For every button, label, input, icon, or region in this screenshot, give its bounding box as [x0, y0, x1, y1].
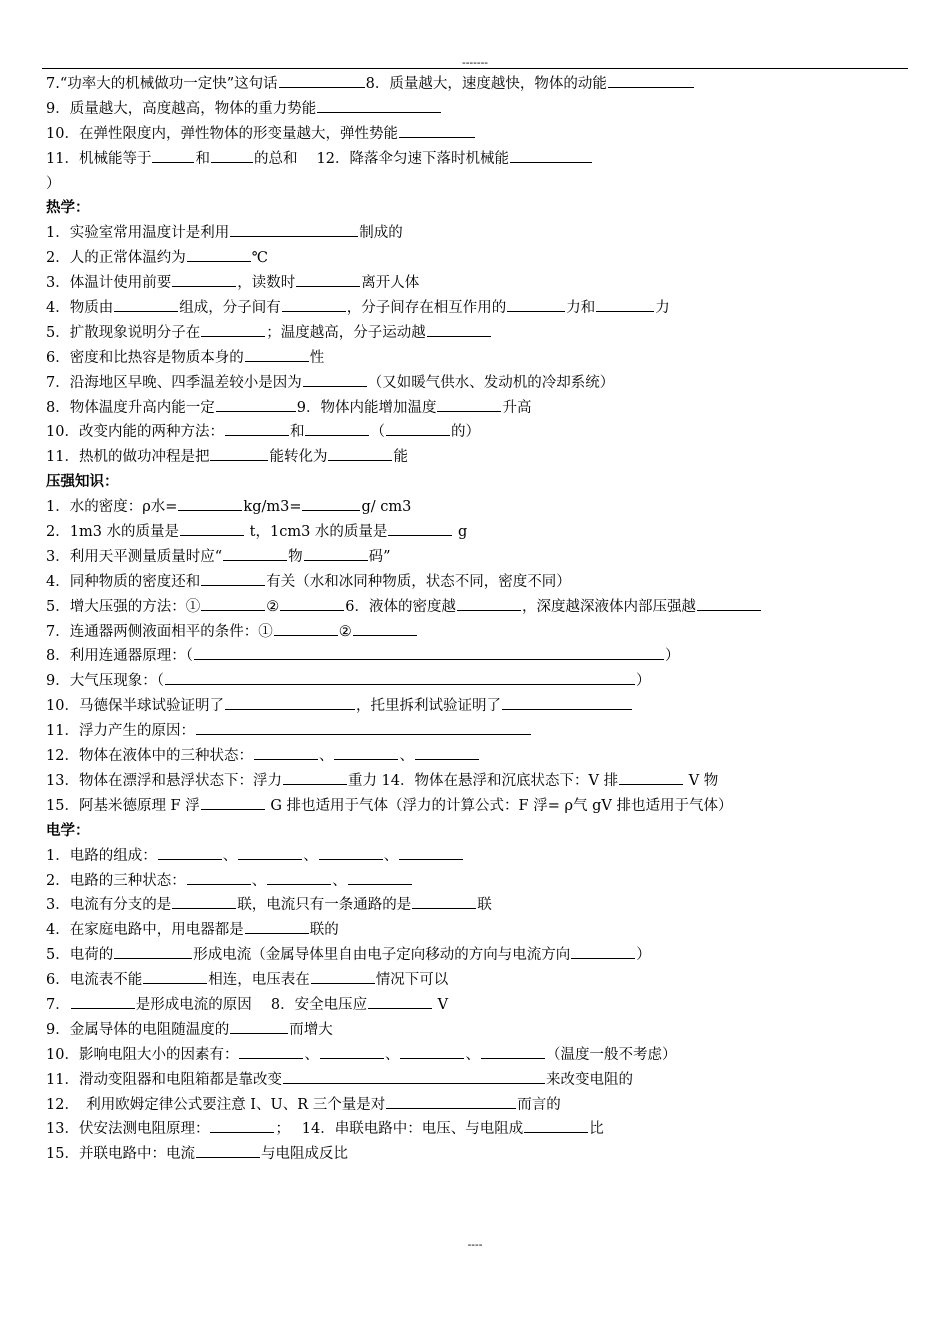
answer-blank	[178, 496, 242, 511]
line-text: 9．物体内能增加温度	[296, 399, 437, 416]
line-text: ）	[46, 175, 61, 192]
answer-blank	[254, 745, 318, 760]
line-text: 能	[393, 449, 408, 466]
question-line	[46, 321, 916, 346]
answer-blank	[386, 1094, 516, 1109]
line-text: 11．机械能等于	[46, 150, 152, 167]
answer-blank	[239, 1044, 303, 1059]
answer-blank	[143, 969, 207, 984]
line-text: 升高	[502, 399, 532, 416]
question-line	[46, 595, 916, 620]
answer-blank	[510, 148, 592, 163]
answer-blank	[201, 795, 265, 810]
line-text: ，分子间存在相互作用的	[346, 300, 507, 317]
line-text: 压强知识：	[46, 474, 119, 491]
line-text: 2．人的正常体温约为	[46, 250, 186, 267]
section-heading	[46, 819, 916, 844]
answer-blank	[180, 521, 244, 536]
question-line	[46, 744, 916, 769]
answer-blank	[225, 695, 355, 710]
page-header-mark: -------	[461, 56, 489, 69]
answer-blank	[368, 994, 432, 1009]
line-text: 7．	[46, 996, 70, 1013]
line-text: 9．金属导体的电阻随温度的	[46, 1021, 230, 1038]
line-text: 联，电流只有一条通路的是	[237, 897, 412, 914]
answer-blank	[427, 322, 491, 337]
line-text: 7.“功率大的机械做功一定快”这句话	[46, 76, 278, 92]
line-text: 、	[465, 1046, 480, 1063]
answer-blank	[457, 596, 521, 611]
question-line	[46, 844, 916, 869]
line-text: 联的	[309, 922, 339, 939]
answer-blank	[225, 421, 289, 436]
line-text: （	[370, 424, 385, 441]
line-text: V	[433, 996, 449, 1013]
line-text: 1．电路的组成：	[46, 847, 157, 864]
answer-blank	[415, 745, 479, 760]
question-line	[46, 221, 916, 246]
line-text: 、	[251, 872, 267, 889]
line-text: 的总和 12．降落伞匀速下落时机械能	[253, 150, 510, 167]
answer-blank	[304, 546, 368, 561]
line-text: 2．1m3 水的质量是	[46, 524, 180, 541]
line-text: 5．扩散现象说明分子在	[46, 324, 201, 341]
question-line	[46, 396, 916, 421]
answer-blank	[317, 98, 441, 113]
answer-blank	[187, 870, 251, 885]
answer-blank	[400, 1044, 464, 1059]
line-text: 9．质量越大，高度越高，物体的重力势能	[46, 100, 317, 117]
line-text: 情况下可以	[375, 972, 449, 989]
line-text: ）	[664, 648, 680, 665]
question-line	[46, 719, 916, 744]
line-text: 来改变电阻的	[545, 1071, 633, 1088]
answer-blank	[267, 870, 331, 885]
answer-blank	[201, 596, 265, 611]
question-line	[46, 445, 916, 470]
question-line	[46, 72, 916, 97]
line-text: 7．连通器两侧液面相平的条件：①	[46, 623, 273, 640]
line-text: 4．物质由	[46, 300, 114, 317]
line-text: kg/m3=	[243, 499, 302, 516]
line-text: 、	[399, 748, 414, 765]
answer-blank	[283, 770, 347, 785]
answer-blank	[274, 621, 338, 636]
line-text: 的）	[450, 424, 480, 441]
answer-blank	[388, 521, 452, 536]
section-heading	[46, 470, 916, 495]
line-text: 而言的	[517, 1096, 561, 1113]
question-line	[46, 620, 916, 645]
question-line	[46, 968, 916, 993]
line-text: ，托里拆利试验证明了	[355, 698, 501, 715]
line-text: 8．利用连通器原理：（	[46, 648, 193, 665]
answer-blank	[114, 297, 178, 312]
line-text: 组成，分子间有	[179, 300, 281, 317]
line-text: 力和	[566, 300, 596, 317]
answer-blank	[279, 73, 365, 88]
question-line	[46, 794, 916, 819]
answer-blank	[386, 421, 450, 436]
line-text: 形成电流（金属导体里自由电子定向移动的方向与电流方向	[193, 947, 571, 964]
answer-blank	[196, 1143, 260, 1158]
question-line	[46, 869, 916, 894]
line-text: （又如暖气供水、发动机的冷却系统）	[367, 374, 615, 391]
line-text: （温度一般不考虑）	[545, 1046, 677, 1063]
line-text: 性	[309, 349, 325, 366]
line-text: 制成的	[359, 225, 403, 242]
line-text: 、	[303, 847, 318, 864]
line-text: 3．电流有分支的是	[46, 897, 172, 914]
answer-blank	[524, 1118, 588, 1133]
answer-blank	[334, 745, 398, 760]
answer-blank	[165, 670, 635, 685]
header-rule	[42, 68, 908, 69]
line-text: 10．影响电阻大小的因素有：	[46, 1046, 239, 1063]
page-footer-mark: ----	[467, 1238, 483, 1251]
question-line	[46, 669, 916, 694]
question-line	[46, 993, 916, 1018]
answer-blank	[399, 123, 475, 138]
answer-blank	[311, 969, 375, 984]
line-text: ②	[266, 598, 280, 615]
line-text: 4．同种物质的密度还和	[46, 573, 201, 590]
question-line	[46, 1068, 916, 1093]
line-text: 和	[289, 424, 305, 441]
answer-blank	[223, 546, 287, 561]
question-line	[46, 1043, 916, 1068]
line-text: 而增大	[289, 1021, 333, 1038]
line-text: 、	[384, 1046, 400, 1063]
line-text: t，1cm3 水的质量是	[245, 524, 388, 541]
question-line	[46, 371, 916, 396]
answer-blank	[507, 297, 565, 312]
line-text: 、	[383, 847, 399, 864]
question-line	[46, 172, 916, 197]
line-text: 有关（水和冰同种物质，状态不同，密度不同）	[266, 573, 571, 590]
line-text: 1．实验室常用温度计是利用	[46, 225, 230, 242]
answer-blank	[210, 446, 268, 461]
line-text: 10．马德保半球试验证明了	[46, 698, 224, 715]
line-text: V 物	[684, 772, 719, 789]
line-text: 、	[304, 1046, 319, 1063]
question-line	[46, 545, 916, 570]
line-text: 与电阻成反比	[260, 1146, 348, 1163]
answer-blank	[152, 148, 194, 163]
line-text: 、	[332, 872, 347, 889]
answer-blank	[230, 1019, 288, 1034]
line-text: 码”	[368, 548, 391, 565]
question-line	[46, 495, 916, 520]
answer-blank	[353, 621, 417, 636]
question-line	[46, 769, 916, 794]
question-line	[46, 644, 916, 669]
line-text: 7．沿海地区早晚、四季温差较小是因为	[46, 374, 302, 391]
line-text: 物	[288, 548, 303, 565]
answer-blank	[437, 397, 501, 412]
line-text: 13．物体在漂浮和悬浮状态下：浮力	[46, 772, 282, 789]
line-text: 2．电路的三种状态：	[46, 872, 186, 889]
section-heading	[46, 196, 916, 221]
answer-blank	[211, 148, 253, 163]
line-text: 8．质量越大，速度越快，物体的动能	[365, 76, 607, 92]
answer-blank	[245, 919, 309, 934]
answer-blank	[328, 446, 392, 461]
answer-blank	[596, 297, 654, 312]
question-line	[46, 943, 916, 968]
line-text: 4．在家庭电路中，用电器都是	[46, 922, 244, 939]
answer-blank	[196, 720, 531, 735]
answer-blank	[412, 894, 476, 909]
answer-blank	[283, 1069, 545, 1084]
line-text: 13．伏安法测电阻原理：	[46, 1121, 210, 1138]
line-text: 10．在弹性限度内，弹性物体的形变量越大，弹性势能	[46, 125, 398, 142]
line-text: 1．水的密度：ρ水=	[46, 499, 178, 516]
question-line	[46, 1018, 916, 1043]
answer-blank	[571, 944, 635, 959]
line-text: 、	[318, 748, 334, 765]
answer-blank	[399, 845, 463, 860]
question-line	[46, 893, 916, 918]
line-text: ，深度越深液体内部压强越	[521, 598, 696, 615]
question-line	[46, 346, 916, 371]
answer-blank	[245, 347, 309, 362]
question-line	[46, 271, 916, 296]
line-text: 5．增大压强的方法：①	[46, 598, 201, 615]
question-line	[46, 147, 916, 172]
answer-blank	[697, 596, 761, 611]
line-text: 15．并联电路中：电流	[46, 1146, 195, 1163]
document-content	[46, 72, 916, 1167]
answer-blank	[194, 645, 664, 660]
question-line	[46, 246, 916, 271]
answer-blank	[296, 272, 360, 287]
answer-blank	[201, 322, 265, 337]
answer-blank	[230, 222, 358, 237]
line-text: 6．密度和比热容是物质本身的	[46, 349, 244, 366]
line-text: 9．大气压现象：（	[46, 673, 164, 690]
line-text: 6．电流表不能	[46, 972, 143, 989]
line-text: 10．改变内能的两种方法：	[46, 424, 224, 441]
line-text: 力	[655, 300, 670, 317]
line-text: 5．电荷的	[46, 947, 114, 964]
question-line	[46, 97, 916, 122]
line-text: g/ cm3	[361, 499, 412, 516]
line-text: g	[453, 524, 468, 541]
answer-blank	[481, 1044, 545, 1059]
question-line	[46, 1093, 916, 1118]
line-text: 3．体温计使用前要	[46, 275, 172, 292]
line-text: 3．利用天平测量质量时应“	[46, 548, 223, 565]
question-line	[46, 570, 916, 595]
line-text: 15．阿基米德原理 F 浮	[46, 797, 200, 814]
line-text: ②	[338, 623, 352, 640]
answer-blank	[187, 247, 251, 262]
question-line	[46, 918, 916, 943]
answer-blank	[282, 297, 346, 312]
line-text: 重力 14．物体在悬浮和沉底状态下：V 排	[347, 772, 619, 789]
answer-blank	[348, 870, 412, 885]
line-text: 8．物体温度升高内能一定	[46, 399, 215, 416]
line-text: 离开人体	[361, 275, 420, 292]
answer-blank	[216, 397, 296, 412]
question-line	[46, 420, 916, 445]
answer-blank	[319, 845, 383, 860]
line-text: 11．浮力产生的原因：	[46, 723, 195, 740]
question-line	[46, 122, 916, 147]
line-text: 和	[195, 150, 210, 167]
line-text: 联	[477, 897, 492, 914]
answer-blank	[619, 770, 683, 785]
line-text: 6．液体的密度越	[345, 598, 456, 615]
line-text: 相连，电压表在	[208, 972, 310, 989]
line-text: 比	[589, 1121, 604, 1138]
line-text: 是形成电流的原因 8．安全电压应	[135, 996, 368, 1013]
line-text: 12． 利用欧姆定律公式要注意 I、U、R 三个量是对	[46, 1096, 386, 1113]
question-line	[46, 1142, 916, 1167]
answer-blank	[158, 845, 222, 860]
line-text: G 排也适用于气体（浮力的计算公式：F 浮= ρ气 gV 排也适用于气体）	[265, 797, 733, 814]
line-text: ℃	[251, 250, 268, 267]
answer-blank	[114, 944, 192, 959]
line-text: 热学：	[46, 200, 90, 217]
answer-blank	[172, 894, 236, 909]
question-line	[46, 520, 916, 545]
answer-blank	[201, 571, 265, 586]
question-line	[46, 1117, 916, 1142]
answer-blank	[238, 845, 302, 860]
answer-blank	[302, 496, 360, 511]
line-text: 能转化为	[269, 449, 328, 466]
line-text: 、	[222, 847, 238, 864]
line-text: 11．滑动变阻器和电阻箱都是靠改变	[46, 1071, 282, 1088]
line-text: ； 14．串联电路中：电压、与电阻成	[275, 1121, 524, 1138]
question-line	[46, 296, 916, 321]
answer-blank	[608, 73, 694, 88]
answer-blank	[71, 994, 135, 1009]
line-text: 12．物体在液体中的三种状态：	[46, 748, 253, 765]
answer-blank	[210, 1118, 274, 1133]
answer-blank	[320, 1044, 384, 1059]
question-line	[46, 694, 916, 719]
line-text: ）	[635, 673, 651, 690]
answer-blank	[172, 272, 236, 287]
line-text: 电学：	[46, 822, 90, 839]
answer-blank	[305, 421, 369, 436]
answer-blank	[280, 596, 344, 611]
line-text: ）	[636, 947, 651, 964]
line-text: ；温度越高，分子运动越	[266, 324, 426, 341]
line-text: 11．热机的做功冲程是把	[46, 449, 210, 466]
line-text: ，读数时	[237, 275, 296, 292]
answer-blank	[502, 695, 632, 710]
answer-blank	[303, 372, 367, 387]
